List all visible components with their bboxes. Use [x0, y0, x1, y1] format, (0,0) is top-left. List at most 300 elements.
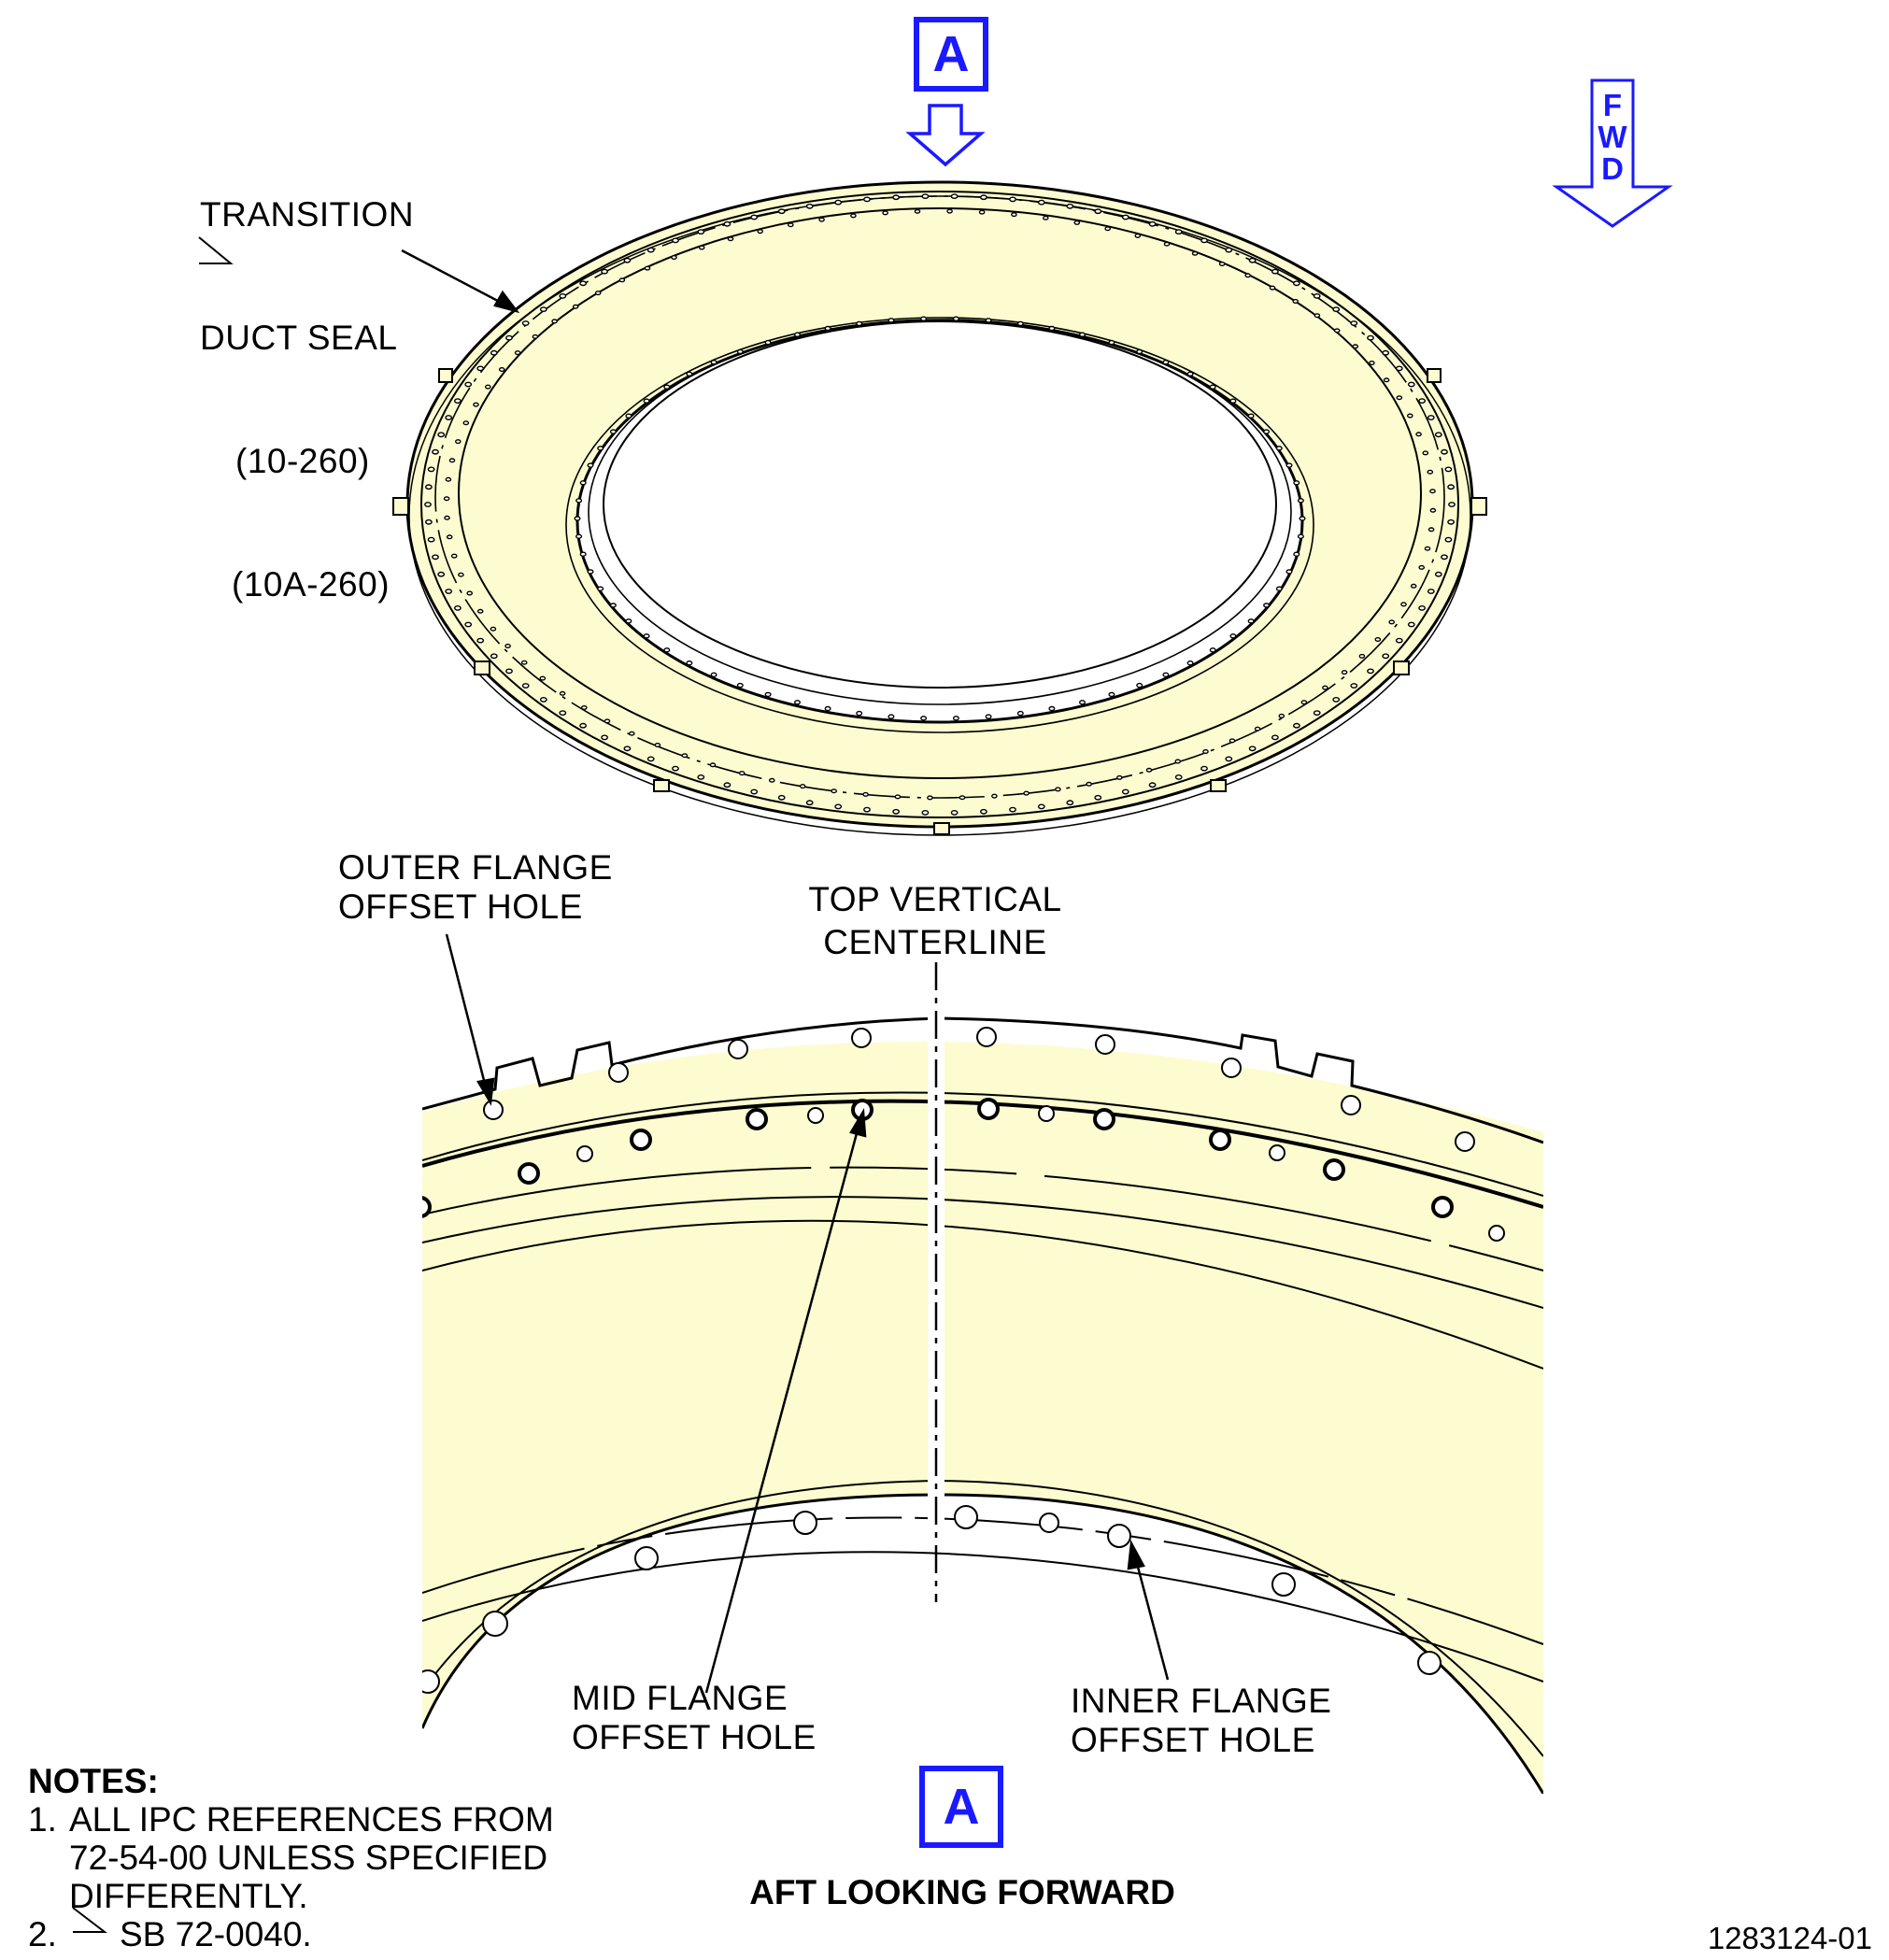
- ring-hole: [523, 321, 529, 325]
- ring-hole: [1226, 248, 1231, 251]
- ring-hole: [951, 811, 957, 815]
- ring-hole: [673, 238, 678, 242]
- ring-hole: [1272, 269, 1278, 273]
- ring-hole: [1277, 447, 1283, 450]
- ring-hole: [540, 676, 545, 680]
- ring-hole: [449, 459, 454, 462]
- ring-hole: [954, 717, 959, 720]
- ring-hole: [664, 648, 670, 652]
- ring-hole: [819, 218, 824, 221]
- ring-hole: [1056, 788, 1060, 791]
- bolt-hole: [1096, 1035, 1115, 1054]
- ring-hole: [959, 796, 964, 800]
- ring-hole: [1286, 463, 1292, 467]
- ring-hole: [588, 570, 593, 574]
- ring-hole: [1010, 807, 1016, 811]
- fwd-label: F W D: [1598, 88, 1627, 186]
- bolt-hole: [794, 1512, 817, 1534]
- ring-hole: [1245, 274, 1250, 277]
- ring-hole: [1024, 791, 1029, 795]
- ring-hole: [1080, 333, 1086, 336]
- ring-hole: [648, 248, 654, 251]
- ring-hole: [1428, 589, 1434, 593]
- seal-label-line-3: (10-260): [235, 442, 370, 480]
- ring-hole: [1049, 707, 1055, 711]
- ring-hole: [438, 433, 444, 436]
- ring-hole: [1279, 715, 1284, 718]
- ring-hole: [1299, 499, 1304, 503]
- ring-hole: [1203, 750, 1208, 754]
- ring-hole: [467, 591, 472, 595]
- ring-hole: [1201, 238, 1207, 242]
- ring-hole: [1401, 603, 1406, 606]
- bolt-hole: [852, 1029, 871, 1047]
- ring-hole: [465, 622, 471, 626]
- ring-hole: [1342, 671, 1347, 675]
- bolt-hole: [1489, 1226, 1504, 1241]
- ring-hole: [1163, 361, 1169, 364]
- ring-hole: [1314, 294, 1320, 298]
- ring-hole: [624, 259, 630, 263]
- ring-hole: [1176, 230, 1182, 234]
- ring-hole: [596, 291, 601, 295]
- ring-hole: [915, 210, 919, 214]
- ring-hole: [1442, 450, 1447, 454]
- ring-hole: [455, 399, 461, 403]
- ring-hole: [992, 794, 997, 798]
- ring-hole: [765, 341, 771, 345]
- ring-hole: [1429, 528, 1434, 532]
- ring-hole: [516, 351, 520, 355]
- ring-hole: [1333, 307, 1339, 311]
- ring-hole: [1353, 345, 1357, 348]
- notes-heading: NOTES:: [28, 1762, 159, 1800]
- ring-hole: [463, 421, 468, 425]
- ring-hole: [624, 746, 630, 750]
- ring-hole: [446, 477, 450, 481]
- ring-hole: [445, 517, 449, 520]
- ring-hole: [1368, 669, 1373, 673]
- bolt-hole: [411, 1198, 430, 1216]
- ring-hole: [1445, 537, 1451, 541]
- bolt-hole: [1040, 1513, 1058, 1532]
- ring-hole: [1430, 509, 1435, 513]
- ring-hole: [1383, 654, 1388, 658]
- bolt-hole: [747, 1110, 766, 1129]
- ring-hole: [486, 385, 490, 389]
- ring-hole: [1368, 335, 1373, 339]
- note-text: SB 72-0040.: [120, 1915, 312, 1953]
- ring-hole: [459, 573, 463, 576]
- ring-hole: [687, 372, 692, 376]
- ring-hole: [921, 717, 927, 720]
- seal-label-line-1: TRANSITION: [200, 195, 415, 234]
- ring-hole: [795, 333, 801, 336]
- ring-hole: [447, 535, 452, 539]
- ring-hole: [1419, 566, 1424, 570]
- ring-hole: [506, 669, 512, 673]
- ring-hole: [477, 638, 483, 642]
- ring-hole: [648, 757, 654, 760]
- ring-hole: [765, 692, 771, 696]
- ring-hole: [505, 645, 510, 648]
- ring-hole: [1408, 414, 1413, 418]
- ring-hole: [1146, 769, 1151, 773]
- ring-hole: [1397, 396, 1401, 400]
- bolt-hole: [1270, 1145, 1285, 1160]
- ring-hole: [1080, 701, 1086, 704]
- ring-hole: [552, 320, 557, 323]
- ring-hole: [895, 795, 900, 799]
- ring-hole: [576, 534, 582, 538]
- ring-hole: [893, 810, 899, 814]
- ring-hole: [576, 499, 582, 503]
- ring-hole: [795, 701, 801, 704]
- ring-hole: [644, 399, 649, 403]
- bolt-hole: [1039, 1106, 1054, 1121]
- ring-hole: [1270, 286, 1274, 290]
- ring-hole: [1095, 209, 1101, 213]
- ring-hole: [491, 351, 497, 355]
- ring-hole: [1049, 327, 1055, 331]
- ring-hole: [740, 772, 745, 775]
- ring-hole: [700, 246, 704, 249]
- ring-hole: [1375, 638, 1380, 642]
- ring-hole: [981, 195, 987, 199]
- ring-hole: [711, 673, 717, 676]
- ring-hole: [779, 796, 785, 800]
- ring-hole: [582, 706, 587, 710]
- ring-hole: [1419, 399, 1425, 403]
- ring-hole: [779, 209, 785, 213]
- ring-hole: [560, 711, 565, 715]
- ring-hole: [506, 335, 512, 339]
- ring-hole: [1294, 552, 1300, 556]
- ring-hole: [981, 810, 987, 814]
- document-number: 1283124-01: [1707, 1921, 1872, 1955]
- ring-hole: [619, 278, 624, 282]
- ring-hole: [1105, 227, 1110, 231]
- inner-flange-label: INNER FLANGE OFFSET HOLE: [1071, 1682, 1332, 1759]
- ring-hole: [1419, 606, 1425, 610]
- ring-hole: [1436, 573, 1442, 576]
- ring-hole: [1412, 585, 1416, 589]
- mid-flange-label: MID FLANGE OFFSET HOLE: [572, 1679, 817, 1756]
- ring-hole: [1427, 470, 1432, 474]
- ring-hole: [644, 634, 649, 638]
- ring-hole: [1277, 587, 1283, 590]
- ring-hole: [645, 266, 649, 270]
- ring-hole: [1323, 686, 1328, 689]
- ring-hole: [1286, 570, 1292, 574]
- ring-hole: [672, 256, 676, 260]
- ring-hole: [490, 627, 495, 631]
- bolt-hole: [1456, 1132, 1474, 1151]
- ring-hole: [1210, 385, 1215, 389]
- bolt-hole: [1211, 1130, 1229, 1149]
- ring-hole: [770, 779, 774, 783]
- bolt-hole: [808, 1108, 823, 1123]
- ring-hole: [574, 305, 578, 309]
- ring-hole: [1176, 775, 1182, 779]
- ring-hole: [580, 724, 586, 728]
- ring-hole: [465, 382, 471, 386]
- ring-hole: [851, 214, 856, 218]
- ring-hole: [1299, 534, 1304, 538]
- note-item-1: [28, 1800, 554, 1915]
- ring-hole: [673, 766, 678, 770]
- notes-block: [28, 1762, 554, 1953]
- ring-hole: [825, 707, 831, 711]
- ring-hole: [630, 731, 634, 735]
- bolt-hole: [1095, 1110, 1114, 1129]
- ring-hole: [491, 654, 497, 658]
- seal-label-line-4: (10A-260): [232, 565, 391, 604]
- ring-hole: [807, 801, 813, 804]
- view-a-arrow: [910, 106, 981, 164]
- ring-hole: [428, 537, 433, 541]
- ring-hole: [1123, 789, 1129, 793]
- ring-hole: [711, 361, 717, 364]
- detail-view-a: [411, 1018, 1543, 1794]
- ring-hole: [575, 517, 580, 520]
- ring-hole: [1249, 746, 1255, 750]
- ring-hole: [710, 763, 715, 767]
- ring-hole: [831, 789, 836, 793]
- ring-hole: [611, 604, 617, 607]
- ring-hole: [560, 294, 565, 298]
- ring-hole: [588, 463, 593, 467]
- ring-hole: [687, 661, 692, 665]
- ring-hole: [1448, 485, 1454, 489]
- ring-hole: [523, 684, 529, 688]
- ring-hole: [1175, 760, 1180, 763]
- centerline-label: TOP VERTICAL CENTERLINE: [808, 880, 1062, 961]
- ring-hole: [1293, 300, 1298, 304]
- ring-hole: [1012, 213, 1016, 217]
- bolt-hole: [977, 1028, 996, 1046]
- ring-hole: [1230, 399, 1236, 403]
- ring-hole: [728, 237, 732, 241]
- bolt-hole: [483, 1612, 507, 1636]
- ring-hole: [1256, 727, 1260, 731]
- bolt-hole: [729, 1040, 747, 1058]
- ring-hole: [698, 775, 703, 779]
- ring-hole: [1389, 620, 1394, 624]
- ring-hole: [922, 811, 928, 815]
- ring-hole: [1018, 712, 1024, 716]
- ring-hole: [1335, 329, 1340, 333]
- ring-hole: [1430, 490, 1435, 493]
- ring-hole: [1370, 362, 1374, 365]
- ring-hole: [1074, 221, 1079, 225]
- ring-hole: [1201, 766, 1207, 770]
- ring-hole: [825, 327, 831, 331]
- ring-hole: [626, 619, 632, 623]
- ring-hole: [951, 194, 957, 198]
- ring-hole: [446, 416, 451, 419]
- ring-hole: [1300, 517, 1305, 520]
- ring-hole: [478, 610, 483, 614]
- ring-hole: [751, 789, 757, 793]
- transition-duct-seal-ring: [393, 182, 1486, 835]
- ring-hole: [738, 684, 744, 688]
- ring-hole: [611, 430, 617, 433]
- ring-hole: [893, 195, 899, 199]
- ring-hole: [835, 804, 841, 808]
- bolt-hole: [632, 1130, 650, 1149]
- view-caption: AFT LOOKING FORWARD: [749, 1873, 1175, 1911]
- ring-hole: [1333, 698, 1339, 702]
- ring-hole: [1397, 366, 1402, 370]
- ring-hole: [1135, 234, 1140, 238]
- ring-hole: [1249, 259, 1255, 263]
- bolt-hole: [609, 1063, 628, 1082]
- ring-hole: [1248, 414, 1254, 418]
- ring-hole: [954, 317, 959, 320]
- ring-hole: [1442, 555, 1447, 559]
- ring-hole: [1220, 263, 1225, 266]
- ring-hole: [1226, 757, 1231, 760]
- ring-hole: [598, 447, 604, 450]
- ring-hole: [1409, 622, 1414, 626]
- ring-hole: [1109, 341, 1115, 345]
- ring-hole: [602, 735, 607, 739]
- ring-hole: [724, 783, 730, 787]
- ring-hole: [864, 807, 870, 811]
- ring-hole: [425, 503, 431, 506]
- ring-hole: [626, 414, 632, 418]
- seal-label: [200, 112, 414, 646]
- ring-hole: [1109, 692, 1115, 696]
- ring-hole: [445, 497, 449, 501]
- ring-hole: [455, 606, 461, 610]
- leader-inner-flange: [1129, 1543, 1168, 1680]
- ring-hole: [801, 785, 805, 788]
- ring-hole: [1359, 655, 1364, 659]
- ring-hole: [1409, 382, 1414, 386]
- ring-hole: [1137, 349, 1143, 353]
- bolt-hole: [577, 1146, 592, 1161]
- ring-hole: [1067, 205, 1072, 208]
- ring-hole: [835, 200, 841, 204]
- ring-hole: [724, 222, 730, 226]
- ring-hole: [580, 481, 586, 485]
- bolt-hole: [955, 1506, 977, 1528]
- ring-hole: [446, 589, 451, 593]
- ring-hole: [533, 335, 537, 339]
- ring-hole: [1123, 215, 1129, 219]
- ring-hole: [1294, 724, 1300, 728]
- ring-hole: [1351, 321, 1356, 325]
- ring-hole: [1117, 776, 1122, 780]
- ring-hole: [921, 317, 927, 320]
- ring-hole: [433, 450, 438, 454]
- bolt-hole: [484, 1101, 503, 1119]
- ring-hole: [426, 485, 432, 489]
- ring-hole: [1044, 217, 1048, 220]
- ring-hole: [1187, 372, 1193, 376]
- ring-hole: [1294, 481, 1300, 485]
- ring-hole: [986, 319, 991, 322]
- ring-hole: [1425, 547, 1429, 550]
- ring-hole: [1423, 451, 1427, 455]
- bolt-hole: [1272, 1573, 1295, 1596]
- ring-hole: [928, 796, 932, 800]
- ring-hole: [1264, 430, 1270, 433]
- note-number: 2.: [28, 1915, 57, 1953]
- note-text: ALL IPC REFERENCES FROM 72-54-00 UNLESS SPECIFIED DIFFERENTLY.: [69, 1800, 554, 1915]
- ring-hole: [1385, 378, 1389, 382]
- ring-hole: [1351, 684, 1356, 688]
- ring-hole: [864, 197, 870, 201]
- ring-hole: [655, 744, 660, 747]
- ring-hole: [1436, 433, 1442, 436]
- ring-hole: [452, 554, 457, 558]
- bolt-hole: [979, 1100, 998, 1118]
- ring-hole: [1039, 804, 1044, 808]
- ring-hole: [857, 321, 862, 325]
- ring-hole: [1149, 783, 1155, 787]
- ring-hole: [1187, 661, 1193, 665]
- ring-hole: [698, 230, 703, 234]
- view-marker-top: A: [914, 17, 988, 92]
- ring-hole: [986, 715, 991, 718]
- ring-hole: [807, 205, 813, 208]
- ring-hole: [1397, 638, 1402, 642]
- ring-hole: [598, 587, 604, 590]
- ring-hole: [1164, 242, 1169, 246]
- ring-hole: [580, 552, 586, 556]
- ring-hole: [1264, 604, 1270, 607]
- ring-hole: [1193, 252, 1198, 256]
- seal-label-line-2: DUCT SEAL: [200, 319, 398, 357]
- ring-hole: [474, 403, 478, 406]
- bolt-hole: [417, 1670, 439, 1693]
- ring-hole: [541, 698, 547, 702]
- ring-hole: [1229, 739, 1234, 743]
- ring-hole: [980, 210, 985, 214]
- ring-hole: [456, 440, 461, 444]
- ring-hole: [580, 281, 586, 285]
- bolt-hole: [1108, 1525, 1130, 1547]
- ring-hole: [1087, 783, 1091, 787]
- ring-hole: [1272, 735, 1278, 739]
- ring-hole: [477, 366, 483, 370]
- ring-hole: [1137, 684, 1143, 688]
- ring-hole: [947, 209, 952, 213]
- ring-hole: [1445, 467, 1451, 471]
- ring-hole: [751, 215, 757, 219]
- ring-hole: [1428, 416, 1434, 419]
- ring-hole: [1448, 520, 1454, 524]
- ring-hole: [664, 385, 670, 389]
- ring-hole: [1314, 711, 1320, 715]
- ring-hole: [602, 269, 607, 273]
- ring-hole: [500, 368, 504, 372]
- ring-hole: [682, 754, 687, 758]
- ring-hole: [1095, 796, 1101, 800]
- bolt-hole: [1433, 1198, 1452, 1216]
- bolt-hole: [1222, 1058, 1241, 1077]
- note-number: 1.: [28, 1800, 57, 1839]
- ring-hole: [883, 211, 888, 215]
- ring-hole: [922, 194, 928, 198]
- ring-hole: [888, 319, 894, 322]
- bolt-hole: [1325, 1160, 1343, 1179]
- ring-hole: [428, 467, 433, 471]
- bolt-hole: [1418, 1652, 1441, 1674]
